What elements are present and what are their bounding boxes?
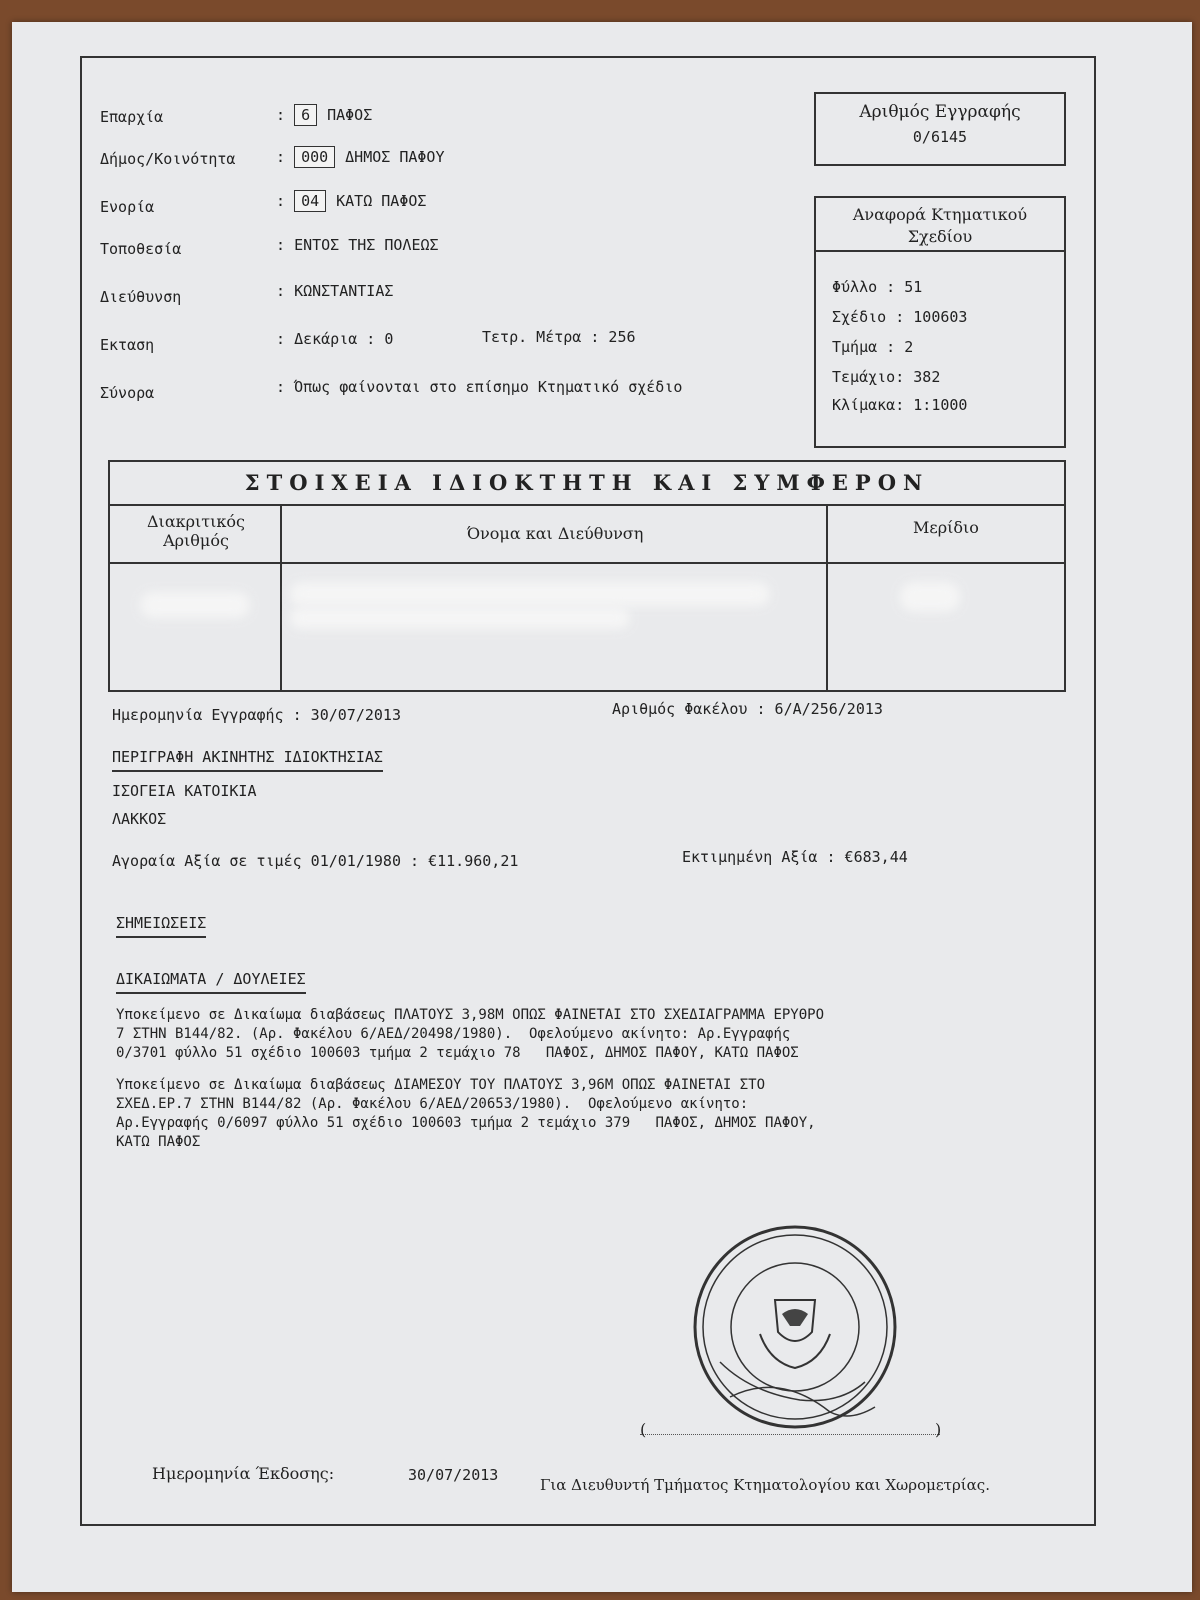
municipality-code: 000 xyxy=(294,146,335,168)
redacted-id xyxy=(140,592,250,618)
quarter-label: Ενορία xyxy=(100,198,155,216)
registration-box xyxy=(814,92,1066,166)
map-reference-title-1: Αναφορά Κτηματικού xyxy=(852,205,1028,224)
quarter-code: 04 xyxy=(294,190,326,212)
market-value: Αγοραία Αξία σε τιμές 01/01/1980 : €11.960,21 xyxy=(112,852,519,870)
map-reference-title-2: Σχεδίου xyxy=(907,227,973,246)
map-plot: Τεμάχιο: 382 xyxy=(832,368,941,386)
redacted-share xyxy=(900,582,960,612)
owners-divider-2 xyxy=(826,504,828,690)
district-value: : 6 ΠΑΦΟΣ xyxy=(276,106,373,124)
extent-label: Εκταση xyxy=(100,336,155,354)
owners-divider-1 xyxy=(280,504,282,690)
locality-label: Τοποθεσία xyxy=(100,240,182,258)
property-description-line2: ΛΑΚΚΟΣ xyxy=(112,810,167,828)
official-seal-stamp xyxy=(690,1222,900,1432)
signature-line xyxy=(640,1434,940,1435)
owners-col-id-line2: Αριθμός xyxy=(163,531,229,550)
extent-value: : Δεκάρια : 0 xyxy=(276,330,394,348)
issue-date-label: Ημερομηνία Έκδοσης: xyxy=(152,1464,335,1483)
borders-label: Σύνορα xyxy=(100,384,155,402)
owners-col-id-line1: Διακριτικός xyxy=(146,512,246,531)
right-of-way-2: Υποκείμενο σε Δικαίωμα διαβάσεως ΔΙΑΜΕΣΟΥ ΤΟΥ ΠΛΑΤΟΥΣ 3,96Μ ΟΠΩΣ ΦΑΙΝΕΤΑΙ ΣΤΟ ΣΧΕΔ.ΕΡ.7 ΣΤΗΝ Β144/82 (Αρ. Φακέλου 6/ΑΕΔ/20653/1980). Οφελούμενο ακίνητο: Αρ.Εγγραφής 0/6097 φύλλο 51 σχέδιο 100603 τμήμα 2 τεμάχιο 379 ΠΑΦΟΣ, ΔΗΜΟΣ ΠΑΦΟΥ, ΚΑΤΩ ΠΑΦΟΣ xyxy=(116,1077,816,1150)
map-reference-header xyxy=(816,198,1064,252)
map-scale: Κλίμακα: 1:1000 xyxy=(832,396,968,414)
map-sheet: Φύλλο : 51 xyxy=(832,278,923,296)
property-description-title: ΠΕΡΙΓΡΑΦΗ ΑΚΙΝΗΤΗΣ ΙΔΙΟΚΤΗΣΙΑΣ xyxy=(112,748,383,772)
right-of-way-1: Υποκείμενο σε Δικαίωμα διαβάσεως ΠΛΑΤΟΥΣ 3,98Μ ΟΠΩΣ ΦΑΙΝΕΤΑΙ ΣΤΟ ΣΧΕΔΙΑΓΡΑΜΜΑ ΕΡΥΘΡΟ 7 ΣΤΗΝ Β144/82. (Αρ. Φακέλου 6/ΑΕΔ/20498/1980). Οφελούμενο ακίνητο: Αρ.Εγγραφής 0/3701 φύλλο 51 σχέδιο 100603 τμήμα 2 τεμάχιο 78 ΠΑΦΟΣ, ΔΗΜΟΣ ΠΑΦΟΥ, ΚΑΤΩ ΠΑΦΟΣ xyxy=(116,1007,825,1061)
registration-date: Ημερομηνία Εγγραφής : 30/07/2013 xyxy=(112,706,401,724)
map-reference-box xyxy=(814,196,1066,448)
notes-title: ΣΗΜΕΙΩΣΕΙΣ xyxy=(116,914,206,938)
owners-col-id xyxy=(110,504,282,564)
municipality-label: Δήμος/Κοινότητα xyxy=(100,150,236,168)
extent-sqm: Τετρ. Μέτρα : 256 xyxy=(482,328,636,346)
registration-number: 0/6145 xyxy=(912,128,968,146)
owners-col-share: Μερίδιο xyxy=(828,504,1064,564)
rights-title: ΔΙΚΑΙΩΜΑΤΑ / ΔΟΥΛΕΙΕΣ xyxy=(116,970,306,994)
address-text: ΚΩΝΣΤΑΝΤΙΑΣ xyxy=(294,282,394,300)
district-label: Επαρχία xyxy=(100,108,164,126)
redacted-address xyxy=(290,607,630,629)
locality-text: ΕΝΤΟΣ ΤΗΣ ΠΟΛΕΩΣ xyxy=(294,236,439,254)
property-description-line1: ΙΣΟΓΕΙΑ ΚΑΤΟΙΚΙΑ xyxy=(112,782,257,800)
owners-col-name: Όνομα και Διεύθυνση xyxy=(282,504,828,564)
borders-value: : Όπως φαίνονται στο επίσημο Κτηματικό σχέδιο xyxy=(276,378,683,396)
address-value: : ΚΩΝΣΤΑΝΤΙΑΣ xyxy=(276,282,394,300)
municipality-name: ΔΗΜΟΣ ΠΑΦΟΥ xyxy=(345,148,445,166)
map-section: Τμήμα : 2 xyxy=(832,338,914,356)
estimated-value: Εκτιμημένη Αξία : €683,44 xyxy=(682,848,908,866)
municipality-value: : 000 ΔΗΜΟΣ ΠΑΦΟΥ xyxy=(276,148,445,166)
quarter-value: : 04 ΚΑΤΩ ΠΑΦΟΣ xyxy=(276,192,427,210)
map-plan: Σχέδιο : 100603 xyxy=(832,308,968,326)
signature-paren-open: ( xyxy=(640,1420,647,1439)
quarter-name: ΚΑΤΩ ΠΑΦΟΣ xyxy=(336,192,427,210)
issue-date-value: 30/07/2013 xyxy=(408,1466,499,1484)
district-name: ΠΑΦΟΣ xyxy=(327,106,373,124)
file-number: Αριθμός Φακέλου : 6/Α/256/2013 xyxy=(612,700,883,718)
redacted-name xyxy=(290,582,770,606)
registration-title: Αριθμός Εγγραφής xyxy=(859,102,1021,122)
borders-text: Όπως φαίνονται στο επίσημο Κτηματικό σχέδιο xyxy=(294,378,683,396)
district-code: 6 xyxy=(294,104,317,126)
signatory-text: Για Διευθυντή Τμήματος Κτηματολογίου και Χωρομετρίας. xyxy=(540,1476,990,1494)
owners-title: ΣΤΟΙΧΕΙΑ ΙΔΙΟΚΤΗΤΗ ΚΑΙ ΣΥΜΦΕΡΟΝ xyxy=(110,462,1064,506)
locality-value: : ΕΝΤΟΣ ΤΗΣ ΠΟΛΕΩΣ xyxy=(276,236,439,254)
signature-paren-close: ) xyxy=(935,1420,942,1439)
extent-text: Δεκάρια : 0 xyxy=(294,330,394,348)
address-label: Διεύθυνση xyxy=(100,288,182,306)
owners-table xyxy=(108,460,1066,692)
